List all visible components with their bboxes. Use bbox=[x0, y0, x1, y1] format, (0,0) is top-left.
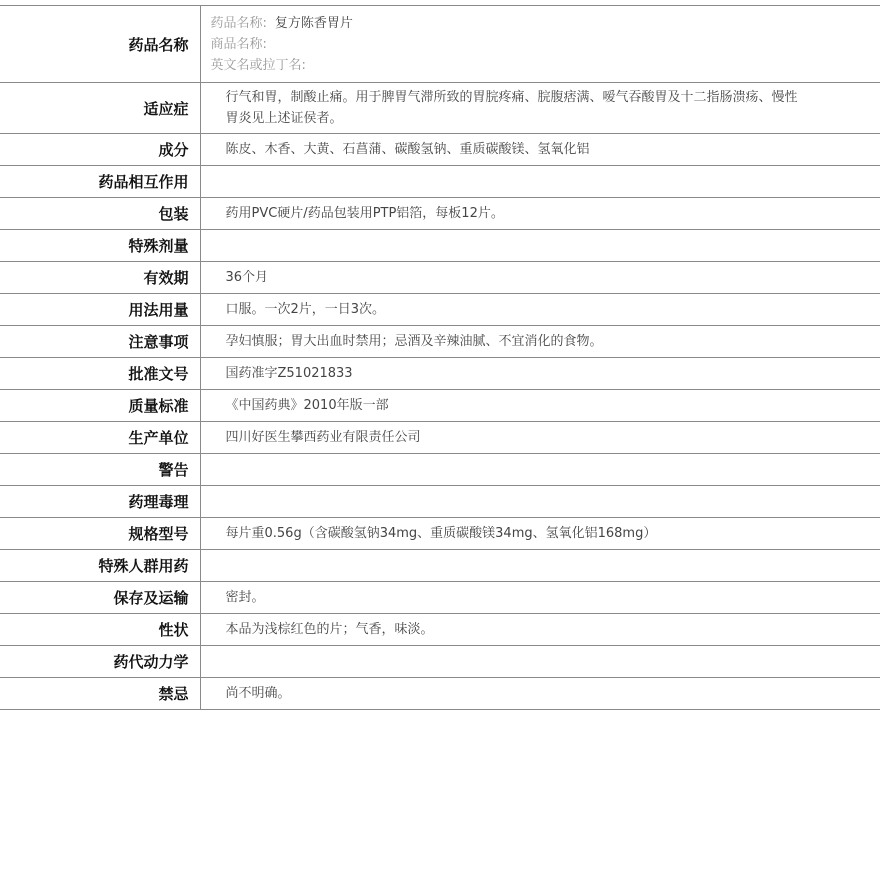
row-label: 禁忌 bbox=[0, 678, 200, 710]
row-label: 保存及运输 bbox=[0, 582, 200, 614]
row-label: 有效期 bbox=[0, 262, 200, 294]
generic-name-line bbox=[211, 13, 801, 34]
row-label: 药品相互作用 bbox=[0, 166, 200, 198]
row-approval-number bbox=[0, 358, 880, 390]
row-shelf-life bbox=[0, 262, 880, 294]
row-value: 《中国药典》2010年版一部 bbox=[225, 398, 389, 413]
row-packaging bbox=[0, 198, 880, 230]
row-value: 陈皮、木香、大黄、石菖蒲、碳酸氢钠、重质碳酸镁、氢氧化铝 bbox=[225, 142, 590, 157]
row-manufacturer bbox=[0, 422, 880, 454]
row-label: 药代动力学 bbox=[0, 646, 200, 678]
row-label: 质量标准 bbox=[0, 390, 200, 422]
row-label: 适应症 bbox=[0, 83, 200, 134]
row-value: 密封。 bbox=[225, 590, 265, 605]
row-value: 每片重0.56g（含碳酸氢钠34mg、重质碳酸镁34mg、氢氧化铝168mg） bbox=[225, 526, 657, 541]
row-value: 四川好医生攀西药业有限责任公司 bbox=[225, 430, 421, 445]
english-name-label: 英文名或拉丁名: bbox=[210, 57, 306, 73]
row-label: 批准文号 bbox=[0, 358, 200, 390]
row-label: 特殊人群用药 bbox=[0, 550, 200, 582]
row-drug-name bbox=[0, 6, 880, 83]
row-special-populations bbox=[0, 550, 880, 582]
row-special-dosage bbox=[0, 230, 880, 262]
row-label: 成分 bbox=[0, 134, 200, 166]
drug-name-values bbox=[200, 6, 880, 83]
row-appearance bbox=[0, 614, 880, 646]
row-pharmacokinetics bbox=[0, 646, 880, 678]
row-precautions bbox=[0, 326, 880, 358]
row-quality-standard bbox=[0, 390, 880, 422]
row-storage bbox=[0, 582, 880, 614]
english-name-line bbox=[211, 55, 801, 76]
row-value: 药用PVC硬片/药品包装用PTP铝箔，每板12片。 bbox=[225, 206, 504, 221]
row-label: 警告 bbox=[0, 454, 200, 486]
row-ingredients bbox=[0, 134, 880, 166]
row-value bbox=[200, 486, 880, 518]
row-value bbox=[200, 550, 880, 582]
row-value: 口服。一次2片，一日3次。 bbox=[225, 302, 386, 317]
row-contraindications bbox=[0, 678, 880, 710]
row-indication bbox=[0, 83, 880, 134]
row-label: 性状 bbox=[0, 614, 200, 646]
row-label: 注意事项 bbox=[0, 326, 200, 358]
row-label: 用法用量 bbox=[0, 294, 200, 326]
row-pharmacology bbox=[0, 486, 880, 518]
row-value bbox=[200, 166, 880, 198]
row-label: 生产单位 bbox=[0, 422, 200, 454]
row-value bbox=[200, 454, 880, 486]
row-warning bbox=[0, 454, 880, 486]
row-value: 行气和胃，制酸止痛。用于脾胃气滞所致的胃脘疼痛、脘腹痞满、嗳气吞酸胃及十二指肠溃疡、慢性胃炎见上述证侯者。 bbox=[225, 90, 798, 126]
row-label: 药理毒理 bbox=[0, 486, 200, 518]
row-label: 包装 bbox=[0, 198, 200, 230]
row-label: 药品名称 bbox=[0, 6, 200, 83]
row-specification bbox=[0, 518, 880, 550]
generic-name-value: 复方陈香胃片 bbox=[274, 15, 353, 31]
trade-name-label: 商品名称: bbox=[210, 36, 267, 52]
row-label: 规格型号 bbox=[0, 518, 200, 550]
row-value: 尚不明确。 bbox=[225, 686, 291, 701]
row-value bbox=[200, 230, 880, 262]
trade-name-line bbox=[211, 34, 801, 55]
row-value bbox=[200, 646, 880, 678]
row-value: 36个月 bbox=[225, 270, 269, 285]
generic-name-label: 药品名称: bbox=[210, 15, 267, 31]
row-value: 本品为浅棕红色的片；气香，味淡。 bbox=[225, 622, 434, 637]
row-interactions bbox=[0, 166, 880, 198]
row-value: 孕妇慎服；胃大出血时禁用；忌酒及辛辣油腻、不宜消化的食物。 bbox=[225, 334, 603, 349]
drug-info-table bbox=[0, 5, 880, 710]
row-label: 特殊剂量 bbox=[0, 230, 200, 262]
row-usage bbox=[0, 294, 880, 326]
row-value: 国药准字Z51021833 bbox=[225, 366, 353, 381]
